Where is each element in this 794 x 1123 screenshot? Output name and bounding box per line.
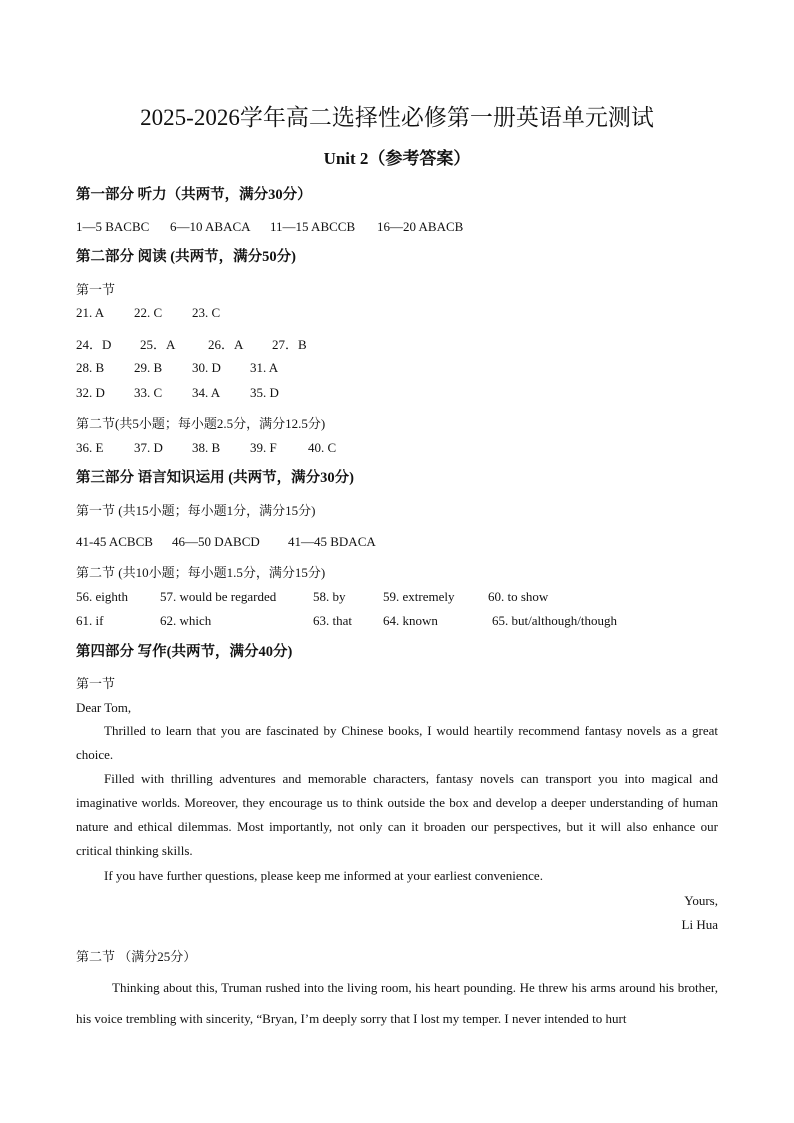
answer-group: 41-45 ACBCB <box>76 534 153 549</box>
answer-item: 35. D <box>250 385 279 400</box>
answer-item: 59. extremely <box>383 589 455 604</box>
answer-item: 64. known <box>383 613 438 628</box>
answer-item: 34. A <box>192 385 221 400</box>
part3-section1-label: 第一节 (共15小题；每小题1分，满分15分) <box>76 503 316 518</box>
answer-item: 25．A <box>140 337 176 352</box>
answer-group: 46—50 DABCD <box>172 534 260 549</box>
answer-item: 28. B <box>76 360 105 375</box>
answer-row <box>76 384 736 402</box>
part2-section1-label: 第一节 <box>76 282 116 297</box>
continuation-paragraph: Thinking about this, Truman rushed into the living room, his heart pounding. He threw his arms around his brother, his voice trembling with sincerity, “Bryan, I’m deeply sorry that I lost my temper. I never intended to hurt <box>76 980 718 1026</box>
letter-paragraph: Thrilled to learn that you are fascinated by Chinese books, I would heartily recommend fantasy novels as a great choice. <box>76 723 718 762</box>
answer-item: 39. F <box>250 440 277 455</box>
answer-row <box>76 304 736 322</box>
answer-row <box>76 533 736 551</box>
answer-item: 56. eighth <box>76 589 128 604</box>
page-title: 2025-2026学年高二选择性必修第一册英语单元测试 <box>140 105 654 130</box>
answer-group: 6—10 ABACA <box>170 219 251 234</box>
answer-item: 38. B <box>192 440 221 455</box>
part4-heading: 第四部分 写作(共两节，满分40分) <box>76 644 293 660</box>
letter-paragraph: If you have further questions, please keep me informed at your earliest convenience. <box>104 868 543 883</box>
answer-row <box>76 336 736 354</box>
part2-heading: 第二部分 阅读 (共两节，满分50分) <box>76 249 296 265</box>
part4-section2-label: 第二节 （满分25分） <box>76 949 197 964</box>
answer-item: 31. A <box>250 360 279 375</box>
answer-item: 37. D <box>134 440 163 455</box>
answer-row <box>76 359 736 377</box>
part3-section2-label: 第二节 (共10小题；每小题1.5分，满分15分) <box>76 565 326 580</box>
part1-answers-row <box>76 218 736 236</box>
answer-item: 26．A <box>208 337 244 352</box>
answer-item: 24．D <box>76 337 112 352</box>
answer-item: 57. would be regarded <box>160 589 277 604</box>
answer-item: 36. E <box>76 440 104 455</box>
answer-item: 62. which <box>160 613 212 628</box>
letter-greeting: Dear Tom, <box>76 700 132 715</box>
answer-group: 41—45 BDACA <box>288 534 376 549</box>
part2-section2-label: 第二节(共5小题；每小题2.5分，满分12.5分) <box>76 416 326 431</box>
answer-item: 21. A <box>76 305 105 320</box>
answer-group: 1—5 BACBC <box>76 219 150 234</box>
answer-group: 16—20 ABACB <box>377 219 464 234</box>
letter-signature: Li Hua <box>681 917 718 932</box>
answer-item: 30. D <box>192 360 221 375</box>
letter-closing: Yours, <box>684 893 718 908</box>
answer-item: 27．B <box>272 337 307 352</box>
answer-item: 58. by <box>313 589 346 604</box>
answer-item: 65. but/although/though <box>492 613 617 628</box>
answer-row <box>76 612 736 630</box>
answer-item: 60. to show <box>488 589 549 604</box>
answer-item: 61. if <box>76 613 104 628</box>
letter-paragraph: Filled with thrilling adventures and memorable characters, fantasy novels can transport you into magical and imaginative worlds. Moreover, they encourage us to think outside the box and develop a deeper understanding of human nature and ethical dilemmas. Most importantly, not only can it broaden our perspectives, but it will also enhance our critical thinking skills. <box>76 771 718 858</box>
part3-heading: 第三部分 语言知识运用 (共两节，满分30分) <box>76 470 354 486</box>
answer-item: 63. that <box>313 613 352 628</box>
part1-heading: 第一部分 听力（共两节，满分30分） <box>76 187 312 203</box>
page-subtitle: Unit 2（参考答案） <box>323 149 471 168</box>
part4-section1-label: 第一节 <box>76 676 116 691</box>
answer-item: 40. C <box>308 440 337 455</box>
answer-row <box>76 439 736 457</box>
answer-item: 23. C <box>192 305 221 320</box>
answer-row <box>76 588 736 606</box>
answer-item: 29. B <box>134 360 163 375</box>
answer-item: 33. C <box>134 385 163 400</box>
answer-group: 11—15 ABCCB <box>270 219 356 234</box>
answer-item: 32. D <box>76 385 105 400</box>
answer-item: 22. C <box>134 305 163 320</box>
